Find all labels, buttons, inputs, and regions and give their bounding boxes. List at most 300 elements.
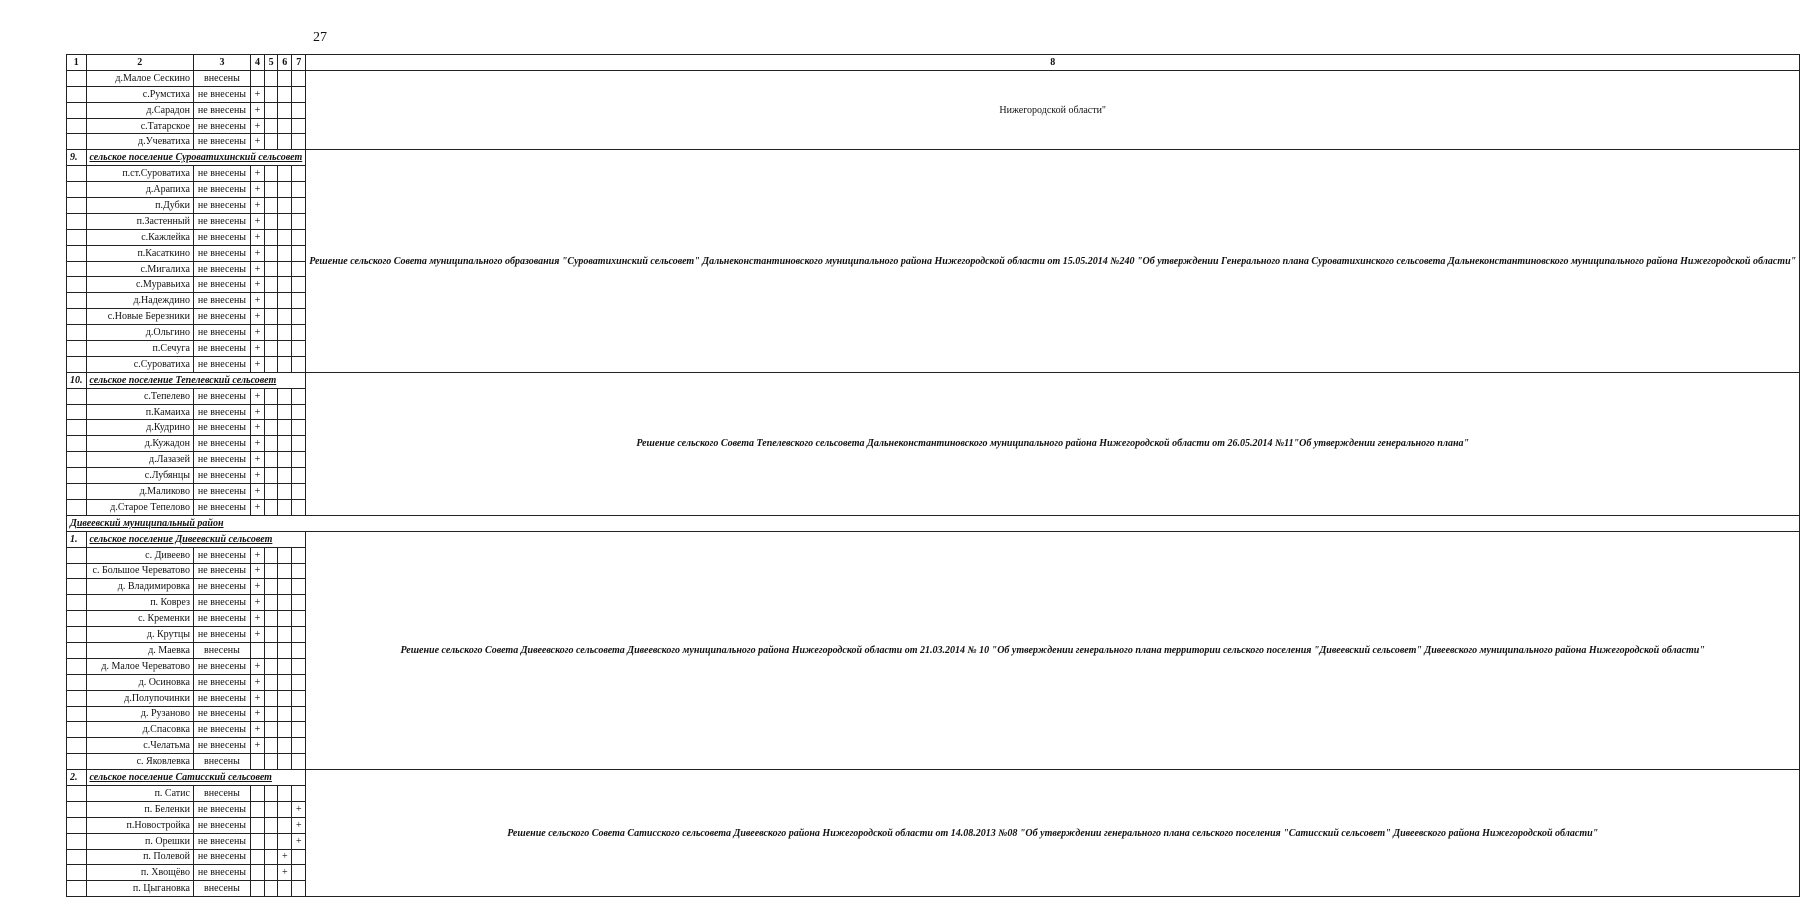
- mark-cell-5: [264, 674, 277, 690]
- mark-cell-5: [264, 595, 277, 611]
- mark-cell-5: [264, 611, 277, 627]
- status-cell: не внесены: [193, 611, 250, 627]
- mark-cell-5: [264, 690, 277, 706]
- mark-cell-4: [250, 754, 264, 770]
- mark-cell-6: [278, 70, 292, 86]
- mark-cell-5: [264, 277, 277, 293]
- mark-cell-7: [292, 261, 306, 277]
- mark-cell-4: +: [250, 738, 264, 754]
- settlement-name: п.Дубки: [86, 198, 193, 214]
- settlement-name: д.Лазазей: [86, 452, 193, 468]
- section-title: сельское поселение Тепелевский сельсовет: [86, 372, 306, 388]
- mark-cell-6: [278, 277, 292, 293]
- settlement-name: д. Маевка: [86, 642, 193, 658]
- number-cell: [67, 690, 87, 706]
- mark-cell-6: [278, 102, 292, 118]
- settlement-name: с.Татарское: [86, 118, 193, 134]
- settlement-name: с.Челатьма: [86, 738, 193, 754]
- section-title: сельское поселение Сатисский сельсовет: [86, 770, 306, 786]
- settlement-name: д.Спасовка: [86, 722, 193, 738]
- number-cell: [67, 388, 87, 404]
- status-cell: не внесены: [193, 118, 250, 134]
- mark-cell-4: +: [250, 245, 264, 261]
- mark-cell-4: +: [250, 86, 264, 102]
- mark-cell-7: [292, 690, 306, 706]
- mark-cell-6: [278, 833, 292, 849]
- status-cell: не внесены: [193, 706, 250, 722]
- mark-cell-5: [264, 86, 277, 102]
- mark-cell-6: [278, 499, 292, 515]
- settlements-table: [66, 54, 1800, 897]
- mark-cell-5: [264, 801, 277, 817]
- mark-cell-5: [264, 388, 277, 404]
- number-cell: [67, 865, 87, 881]
- mark-cell-4: +: [250, 706, 264, 722]
- mark-cell-7: [292, 134, 306, 150]
- mark-cell-7: [292, 102, 306, 118]
- status-cell: не внесены: [193, 229, 250, 245]
- section-number: 1.: [67, 531, 87, 547]
- mark-cell-6: [278, 817, 292, 833]
- mark-cell-7: [292, 404, 306, 420]
- mark-cell-5: [264, 325, 277, 341]
- mark-cell-7: [292, 754, 306, 770]
- status-cell: внесены: [193, 881, 250, 897]
- mark-cell-6: [278, 674, 292, 690]
- mark-cell-4: +: [250, 595, 264, 611]
- mark-cell-4: +: [250, 293, 264, 309]
- decision-note: Решение сельского Совета муниципального образования "Суроватихинский сельсовет" Дальнеконстантиновского муниципального района Нижегородской области от 15.05.2014 №240 "Об утверждении Генерального плана Суроватихинского сельсовета Дальнеконстантиновского муниципального района Нижегородской области": [306, 150, 1800, 372]
- mark-cell-5: [264, 642, 277, 658]
- status-cell: не внесены: [193, 420, 250, 436]
- mark-cell-7: [292, 563, 306, 579]
- mark-cell-4: +: [250, 277, 264, 293]
- mark-cell-4: [250, 833, 264, 849]
- mark-cell-6: [278, 309, 292, 325]
- mark-cell-4: +: [250, 325, 264, 341]
- mark-cell-5: [264, 245, 277, 261]
- mark-cell-6: [278, 213, 292, 229]
- status-cell: не внесены: [193, 468, 250, 484]
- mark-cell-6: +: [278, 849, 292, 865]
- mark-cell-7: [292, 499, 306, 515]
- mark-cell-4: +: [250, 690, 264, 706]
- mark-cell-4: +: [250, 404, 264, 420]
- mark-cell-7: [292, 341, 306, 357]
- number-cell: [67, 595, 87, 611]
- number-cell: [67, 706, 87, 722]
- settlement-name: с.Новые Березники: [86, 309, 193, 325]
- number-cell: [67, 833, 87, 849]
- mark-cell-6: [278, 341, 292, 357]
- number-cell: [67, 817, 87, 833]
- number-cell: [67, 213, 87, 229]
- settlement-name: п.Застенный: [86, 213, 193, 229]
- number-cell: [67, 309, 87, 325]
- status-cell: не внесены: [193, 865, 250, 881]
- mark-cell-4: +: [250, 674, 264, 690]
- header-cell-5: 5: [264, 55, 277, 71]
- status-cell: не внесены: [193, 277, 250, 293]
- settlement-name: с.Кажлейка: [86, 229, 193, 245]
- mark-cell-5: [264, 817, 277, 833]
- number-cell: [67, 499, 87, 515]
- settlement-name: д.Арапиха: [86, 182, 193, 198]
- status-cell: внесены: [193, 785, 250, 801]
- mark-cell-7: [292, 86, 306, 102]
- mark-cell-7: +: [292, 801, 306, 817]
- number-cell: [67, 627, 87, 643]
- number-cell: [67, 849, 87, 865]
- status-cell: не внесены: [193, 801, 250, 817]
- number-cell: [67, 436, 87, 452]
- mark-cell-7: [292, 245, 306, 261]
- section-number: 10.: [67, 372, 87, 388]
- mark-cell-4: +: [250, 166, 264, 182]
- number-cell: [67, 452, 87, 468]
- mark-cell-4: [250, 801, 264, 817]
- mark-cell-7: [292, 579, 306, 595]
- settlement-name: п.Сечуга: [86, 341, 193, 357]
- number-cell: [67, 881, 87, 897]
- settlement-name: д.Малое Сескино: [86, 70, 193, 86]
- mark-cell-6: [278, 642, 292, 658]
- mark-cell-7: [292, 595, 306, 611]
- mark-cell-7: [292, 182, 306, 198]
- status-cell: не внесены: [193, 849, 250, 865]
- settlement-name: с.Мигалиха: [86, 261, 193, 277]
- settlement-name: п. Хвощёво: [86, 865, 193, 881]
- status-cell: не внесены: [193, 817, 250, 833]
- header-cell-1: 1: [67, 55, 87, 71]
- mark-cell-5: [264, 341, 277, 357]
- mark-cell-6: [278, 690, 292, 706]
- mark-cell-6: [278, 182, 292, 198]
- status-cell: не внесены: [193, 309, 250, 325]
- mark-cell-7: [292, 627, 306, 643]
- header-cell-6: 6: [278, 55, 292, 71]
- settlement-name: п.Камаиха: [86, 404, 193, 420]
- settlement-name: п. Цыгановка: [86, 881, 193, 897]
- mark-cell-5: [264, 833, 277, 849]
- mark-cell-7: [292, 198, 306, 214]
- settlement-name: с.Румстиха: [86, 86, 193, 102]
- status-cell: не внесены: [193, 341, 250, 357]
- mark-cell-5: [264, 785, 277, 801]
- mark-cell-5: [264, 722, 277, 738]
- status-cell: не внесены: [193, 261, 250, 277]
- mark-cell-5: [264, 134, 277, 150]
- mark-cell-6: [278, 706, 292, 722]
- section-title: сельское поселение Суроватихинский сельсовет: [86, 150, 306, 166]
- mark-cell-7: [292, 118, 306, 134]
- settlement-name: п.Касаткино: [86, 245, 193, 261]
- mark-cell-7: [292, 722, 306, 738]
- status-cell: не внесены: [193, 722, 250, 738]
- mark-cell-7: [292, 436, 306, 452]
- number-cell: [67, 134, 87, 150]
- status-cell: не внесены: [193, 690, 250, 706]
- number-cell: [67, 261, 87, 277]
- status-cell: внесены: [193, 754, 250, 770]
- mark-cell-7: +: [292, 833, 306, 849]
- mark-cell-6: [278, 436, 292, 452]
- mark-cell-6: [278, 627, 292, 643]
- mark-cell-5: [264, 198, 277, 214]
- mark-cell-7: [292, 213, 306, 229]
- header-cell-2: 2: [86, 55, 193, 71]
- mark-cell-6: [278, 468, 292, 484]
- number-cell: [67, 229, 87, 245]
- status-cell: не внесены: [193, 198, 250, 214]
- mark-cell-5: [264, 706, 277, 722]
- number-cell: [67, 738, 87, 754]
- mark-cell-5: [264, 452, 277, 468]
- mark-cell-7: +: [292, 817, 306, 833]
- mark-cell-5: [264, 166, 277, 182]
- mark-cell-6: [278, 229, 292, 245]
- status-cell: не внесены: [193, 484, 250, 500]
- number-cell: [67, 484, 87, 500]
- number-cell: [67, 547, 87, 563]
- status-cell: не внесены: [193, 166, 250, 182]
- header-cell-4: 4: [250, 55, 264, 71]
- mark-cell-5: [264, 738, 277, 754]
- district-row: [67, 515, 1800, 531]
- status-cell: не внесены: [193, 388, 250, 404]
- status-cell: не внесены: [193, 102, 250, 118]
- number-cell: [67, 102, 87, 118]
- settlement-name: п. Коврез: [86, 595, 193, 611]
- mark-cell-7: [292, 642, 306, 658]
- mark-cell-5: [264, 627, 277, 643]
- mark-cell-7: [292, 849, 306, 865]
- mark-cell-6: +: [278, 865, 292, 881]
- header-cell-7: 7: [292, 55, 306, 71]
- mark-cell-7: [292, 468, 306, 484]
- mark-cell-7: [292, 547, 306, 563]
- mark-cell-4: +: [250, 722, 264, 738]
- mark-cell-7: [292, 356, 306, 372]
- mark-cell-4: [250, 642, 264, 658]
- mark-cell-6: [278, 166, 292, 182]
- mark-cell-4: +: [250, 658, 264, 674]
- mark-cell-7: [292, 70, 306, 86]
- mark-cell-7: [292, 293, 306, 309]
- table-row: [67, 70, 1800, 86]
- mark-cell-4: +: [250, 468, 264, 484]
- mark-cell-6: [278, 198, 292, 214]
- status-cell: не внесены: [193, 134, 250, 150]
- settlement-name: д.Ольгино: [86, 325, 193, 341]
- mark-cell-6: [278, 658, 292, 674]
- mark-cell-4: +: [250, 627, 264, 643]
- mark-cell-5: [264, 213, 277, 229]
- status-cell: не внесены: [193, 595, 250, 611]
- settlement-name: с.Тепелево: [86, 388, 193, 404]
- settlement-name: п.ст.Суроватиха: [86, 166, 193, 182]
- section-number: 2.: [67, 770, 87, 786]
- settlement-name: с.Суроватиха: [86, 356, 193, 372]
- section-title: сельское поселение Дивеевский сельсовет: [86, 531, 306, 547]
- mark-cell-6: [278, 785, 292, 801]
- mark-cell-6: [278, 356, 292, 372]
- number-cell: [67, 325, 87, 341]
- header-cell-3: 3: [193, 55, 250, 71]
- mark-cell-5: [264, 293, 277, 309]
- mark-cell-6: [278, 420, 292, 436]
- number-cell: [67, 674, 87, 690]
- decision-note: Решение сельского Совета Тепелевского сельсовета Дальнеконстантиновского муниципального района Нижегородской области от 26.05.2014 №11"Об утверждении генерального плана": [306, 372, 1800, 515]
- mark-cell-5: [264, 468, 277, 484]
- number-cell: [67, 722, 87, 738]
- status-cell: не внесены: [193, 738, 250, 754]
- mark-cell-7: [292, 738, 306, 754]
- settlement-name: с.Муравьиха: [86, 277, 193, 293]
- mark-cell-7: [292, 452, 306, 468]
- mark-cell-6: [278, 738, 292, 754]
- status-cell: не внесены: [193, 404, 250, 420]
- mark-cell-4: +: [250, 579, 264, 595]
- number-cell: [67, 420, 87, 436]
- mark-cell-4: +: [250, 341, 264, 357]
- mark-cell-5: [264, 563, 277, 579]
- status-cell: не внесены: [193, 293, 250, 309]
- number-cell: [67, 118, 87, 134]
- mark-cell-4: [250, 849, 264, 865]
- mark-cell-4: +: [250, 484, 264, 500]
- number-cell: [67, 754, 87, 770]
- mark-cell-5: [264, 436, 277, 452]
- settlement-name: д. Осиновка: [86, 674, 193, 690]
- status-cell: не внесены: [193, 452, 250, 468]
- number-cell: [67, 468, 87, 484]
- settlement-name: д.Учеватиха: [86, 134, 193, 150]
- mark-cell-5: [264, 356, 277, 372]
- section-row: [67, 770, 1800, 786]
- number-cell: [67, 70, 87, 86]
- settlement-name: д.Полупочинки: [86, 690, 193, 706]
- status-cell: не внесены: [193, 245, 250, 261]
- status-cell: не внесены: [193, 627, 250, 643]
- number-cell: [67, 198, 87, 214]
- mark-cell-4: +: [250, 261, 264, 277]
- status-cell: не внесены: [193, 356, 250, 372]
- settlement-name: д.Надеждино: [86, 293, 193, 309]
- mark-cell-7: [292, 420, 306, 436]
- number-cell: [67, 182, 87, 198]
- district-title: Дивеевский муниципальный район: [67, 515, 1800, 531]
- mark-cell-7: [292, 325, 306, 341]
- status-cell: не внесены: [193, 213, 250, 229]
- decision-note: Решение сельского Совета Дивеевского сельсовета Дивеевского муниципального района Нижегородской области от 21.03.2014 № 10 "Об утверждении генерального плана территории сельского поселения "Дивеевский сельсовет" Дивеевского муниципального района Нижегородской области": [306, 531, 1800, 769]
- status-cell: не внесены: [193, 579, 250, 595]
- status-cell: не внесены: [193, 325, 250, 341]
- status-cell: не внесены: [193, 547, 250, 563]
- mark-cell-5: [264, 658, 277, 674]
- settlement-name: д. Крутцы: [86, 627, 193, 643]
- status-cell: внесены: [193, 642, 250, 658]
- status-cell: не внесены: [193, 563, 250, 579]
- mark-cell-5: [264, 865, 277, 881]
- mark-cell-6: [278, 245, 292, 261]
- number-cell: [67, 658, 87, 674]
- mark-cell-7: [292, 785, 306, 801]
- settlement-name: п.Новостройка: [86, 817, 193, 833]
- mark-cell-6: [278, 881, 292, 897]
- mark-cell-4: +: [250, 611, 264, 627]
- settlement-name: д. Малое Череватово: [86, 658, 193, 674]
- settlement-name: п. Беленки: [86, 801, 193, 817]
- status-cell: внесены: [193, 70, 250, 86]
- mark-cell-7: [292, 229, 306, 245]
- mark-cell-5: [264, 849, 277, 865]
- mark-cell-5: [264, 118, 277, 134]
- mark-cell-5: [264, 309, 277, 325]
- number-cell: [67, 785, 87, 801]
- mark-cell-4: +: [250, 499, 264, 515]
- status-cell: не внесены: [193, 674, 250, 690]
- mark-cell-5: [264, 484, 277, 500]
- status-cell: не внесены: [193, 833, 250, 849]
- mark-cell-4: +: [250, 229, 264, 245]
- section-row: [67, 150, 1800, 166]
- mark-cell-4: +: [250, 198, 264, 214]
- number-cell: [67, 86, 87, 102]
- mark-cell-4: +: [250, 134, 264, 150]
- status-cell: не внесены: [193, 182, 250, 198]
- header-row: [67, 55, 1800, 71]
- mark-cell-5: [264, 70, 277, 86]
- mark-cell-5: [264, 754, 277, 770]
- mark-cell-6: [278, 325, 292, 341]
- mark-cell-4: +: [250, 436, 264, 452]
- settlement-name: с. Яковлевка: [86, 754, 193, 770]
- number-cell: [67, 166, 87, 182]
- number-cell: [67, 404, 87, 420]
- mark-cell-4: +: [250, 420, 264, 436]
- mark-cell-7: [292, 388, 306, 404]
- header-cell-8: 8: [306, 55, 1800, 71]
- mark-cell-5: [264, 579, 277, 595]
- mark-cell-5: [264, 102, 277, 118]
- settlement-name: д. Владимировка: [86, 579, 193, 595]
- mark-cell-6: [278, 801, 292, 817]
- page-number: 27: [313, 30, 327, 45]
- settlement-name: д.Маликово: [86, 484, 193, 500]
- mark-cell-7: [292, 611, 306, 627]
- mark-cell-5: [264, 547, 277, 563]
- mark-cell-4: +: [250, 309, 264, 325]
- mark-cell-4: [250, 865, 264, 881]
- settlement-name: п. Сатис: [86, 785, 193, 801]
- mark-cell-7: [292, 309, 306, 325]
- settlement-name: д.Кудрино: [86, 420, 193, 436]
- mark-cell-7: [292, 166, 306, 182]
- settlement-name: д. Рузаново: [86, 706, 193, 722]
- mark-cell-4: +: [250, 388, 264, 404]
- number-cell: [67, 341, 87, 357]
- mark-cell-6: [278, 754, 292, 770]
- mark-cell-7: [292, 484, 306, 500]
- number-cell: [67, 611, 87, 627]
- decision-note: Решение сельского Совета Сатисского сельсовета Дивеевского района Нижегородской области от 14.08.2013 №08 "Об утверждении генерального плана сельского поселения "Сатисский сельсовет" Дивеевского района Нижегородской области": [306, 770, 1800, 897]
- mark-cell-5: [264, 420, 277, 436]
- mark-cell-6: [278, 293, 292, 309]
- status-cell: не внесены: [193, 436, 250, 452]
- status-cell: не внесены: [193, 86, 250, 102]
- mark-cell-5: [264, 182, 277, 198]
